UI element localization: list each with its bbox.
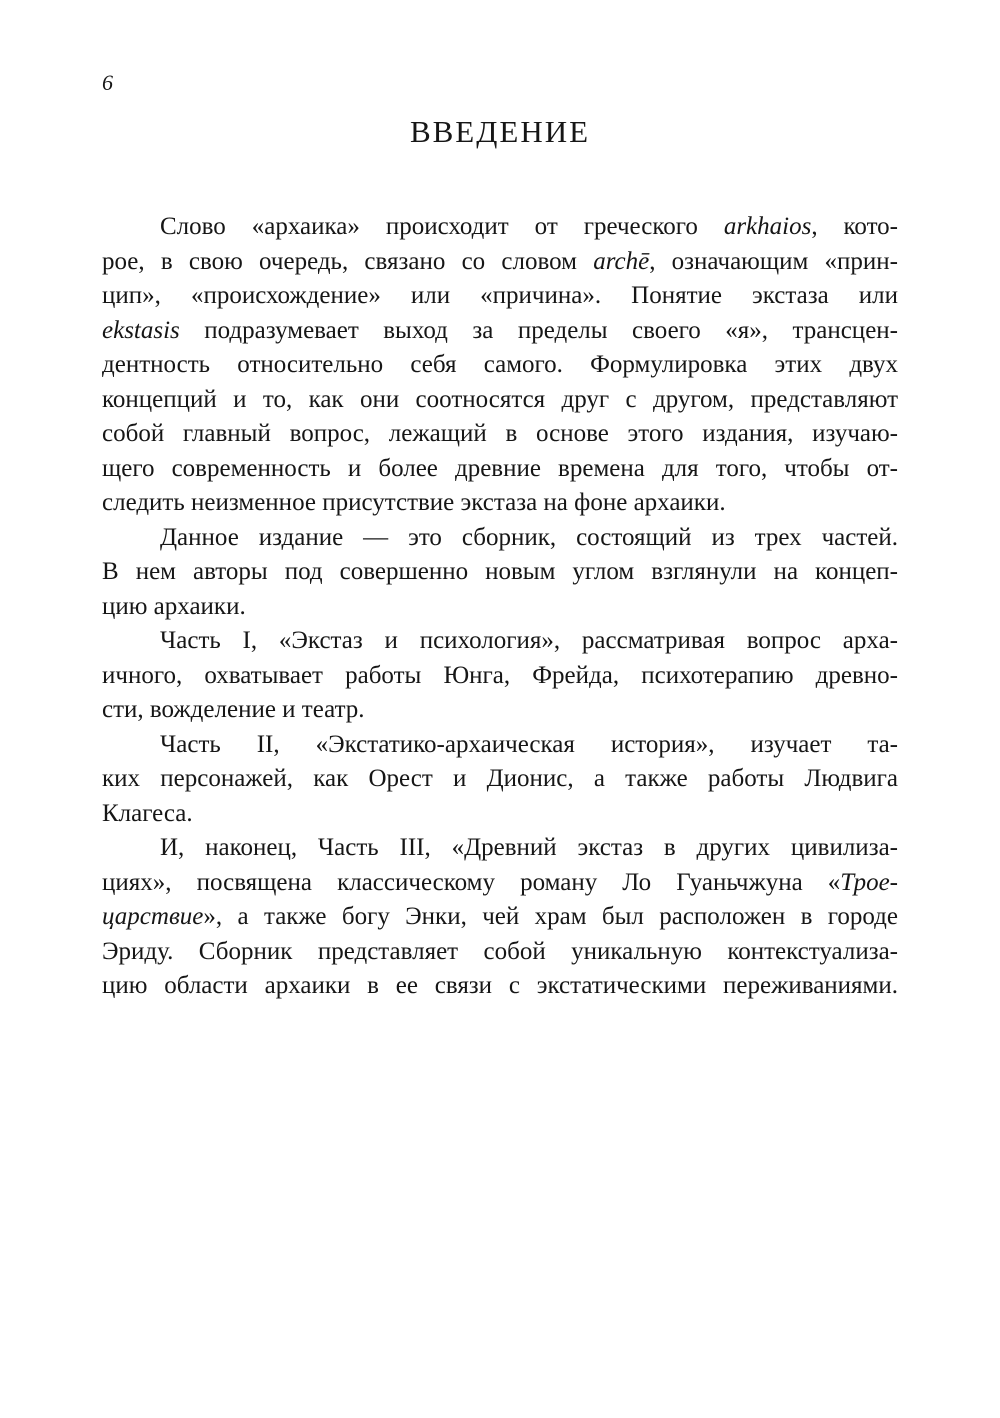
text-line: ких персонажей, как Орест и Дионис, а также работы Людвига [102, 765, 898, 792]
text-line: цип», «происхождение» или «причина». Понятие экстаза или [102, 282, 898, 309]
text-line: сти, вожделение и театр. [102, 696, 365, 723]
text-line: Слово «архаика» происходит от греческого arkhaios, кото- [160, 213, 899, 240]
body-text [102, 210, 898, 1004]
text-line: концепций и то, как они соотносятся друг с другом, представляют [102, 385, 898, 413]
text-line: Данное издание — это сборник, состоящий из трех частей. [160, 523, 898, 551]
text-line: цию области архаики в ее связи с экстатическими переживаниями. [102, 972, 898, 999]
text-line: Часть I, «Экстаз и психология», рассматривая вопрос арха- [160, 627, 898, 654]
chapter-title: ВВЕДЕНИЕ [409, 114, 591, 149]
text-line: следить неизменное присутствие экстаза на фоне архаики. [102, 489, 726, 516]
text-line: царствие», а также богу Энки, чей храм был расположен в городе [102, 903, 898, 930]
text-line: ичного, охватывает работы Юнга, Фрейда, психотерапию древно- [102, 661, 898, 689]
text-line: цию архаики. [102, 592, 246, 620]
text-line: Клагеса. [102, 799, 193, 827]
text-line: ekstasis подразумевает выход за пределы своего «я», трансцен- [102, 316, 898, 344]
text-line: рое, в свою очередь, связано со словом archē, означающим «прин- [102, 247, 898, 275]
text-line: щего современность и более древние времена для того, чтобы от- [102, 454, 898, 482]
text-line: циях», посвящена классическому роману Ло Гуаньчжуна «Трое- [102, 868, 898, 896]
paragraph-4 [102, 728, 898, 832]
paragraph-1 [102, 210, 898, 521]
text-line: дентность относительно себя самого. Формулировка этих двух [102, 351, 898, 378]
text-line: Часть II, «Экстатико-архаическая история», изучает та- [160, 730, 898, 758]
text-line: собой главный вопрос, лежащий в основе этого издания, изучаю- [102, 420, 898, 447]
page-number: 6 [102, 70, 113, 95]
paragraph-3 [102, 624, 898, 728]
text-line: И, наконец, Часть III, «Древний экстаз в других цивилиза- [160, 834, 898, 861]
text-line: В нем авторы под совершенно новым углом взглянули на концеп- [102, 558, 898, 585]
paragraph-2 [102, 521, 898, 625]
paragraph-5 [102, 831, 898, 1004]
text-line: Эриду. Сборник представляет собой уникальную контекстуализа- [102, 937, 898, 965]
